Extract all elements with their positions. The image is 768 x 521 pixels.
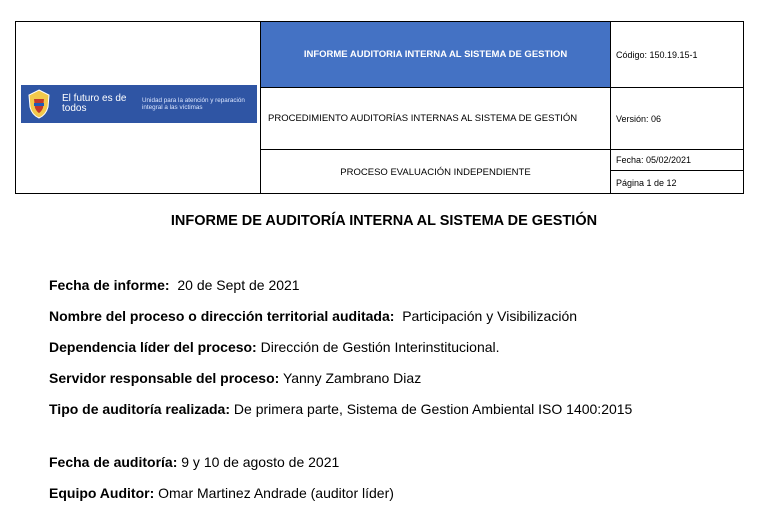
document-title: INFORME DE AUDITORÍA INTERNA AL SISTEMA DE GESTIÓN xyxy=(170,213,598,229)
version-cell: Versión: 06 xyxy=(616,113,662,124)
field-label: Servidor responsable del proceso: xyxy=(49,370,280,386)
field-label: Dependencia líder del proceso: xyxy=(49,339,257,355)
institution-logo xyxy=(21,85,257,123)
logo-unit-name: Unidad para la atención y reparación integral a las víctimas xyxy=(142,97,245,111)
field-lead-dependency xyxy=(49,338,717,356)
report-title-cell: INFORME AUDITORIA INTERNA AL SISTEMA DE GESTION xyxy=(261,22,610,87)
field-label: Fecha de auditoría: xyxy=(49,454,178,470)
field-value: De primera parte, Sistema de Gestion Ambiental ISO 1400:2015 xyxy=(233,401,633,417)
field-label: Nombre del proceso o dirección territorial auditada: xyxy=(49,308,395,324)
field-value: Omar Martinez Andrade (auditor líder) xyxy=(158,485,394,501)
field-label: Equipo Auditor: xyxy=(49,485,155,501)
field-value: 9 y 10 de agosto de 2021 xyxy=(181,454,340,470)
document-header-table xyxy=(15,21,744,194)
field-value: Yanny Zambrano Diaz xyxy=(282,370,422,386)
field-report-date xyxy=(49,276,717,294)
process-cell: PROCESO EVALUACIÓN INDEPENDIENTE xyxy=(340,166,531,178)
field-process-name xyxy=(49,307,717,325)
field-label: Tipo de auditoría realizada: xyxy=(49,401,231,417)
date-cell: Fecha: 05/02/2021 xyxy=(616,155,692,165)
logo-tagline: El futuro es de todos xyxy=(62,93,127,114)
field-value: Dirección de Gestión Interinstitucional. xyxy=(260,339,500,355)
code-cell: Código: 150.19.15-1 xyxy=(616,49,698,60)
coat-of-arms-icon xyxy=(26,89,52,119)
page-cell: Página 1 de 12 xyxy=(616,177,677,188)
field-responsible-servant xyxy=(49,369,717,387)
field-value: Participación y Visibilización xyxy=(402,308,578,324)
field-value: 20 de Sept de 2021 xyxy=(177,277,300,293)
procedure-cell: PROCEDIMIENTO AUDITORÍAS INTERNAS AL SISTEMA DE GESTIÓN xyxy=(268,113,578,124)
field-label: Fecha de informe: xyxy=(49,277,170,293)
field-audit-type xyxy=(49,400,717,418)
field-audit-date xyxy=(49,453,717,471)
field-audit-team xyxy=(49,484,717,502)
